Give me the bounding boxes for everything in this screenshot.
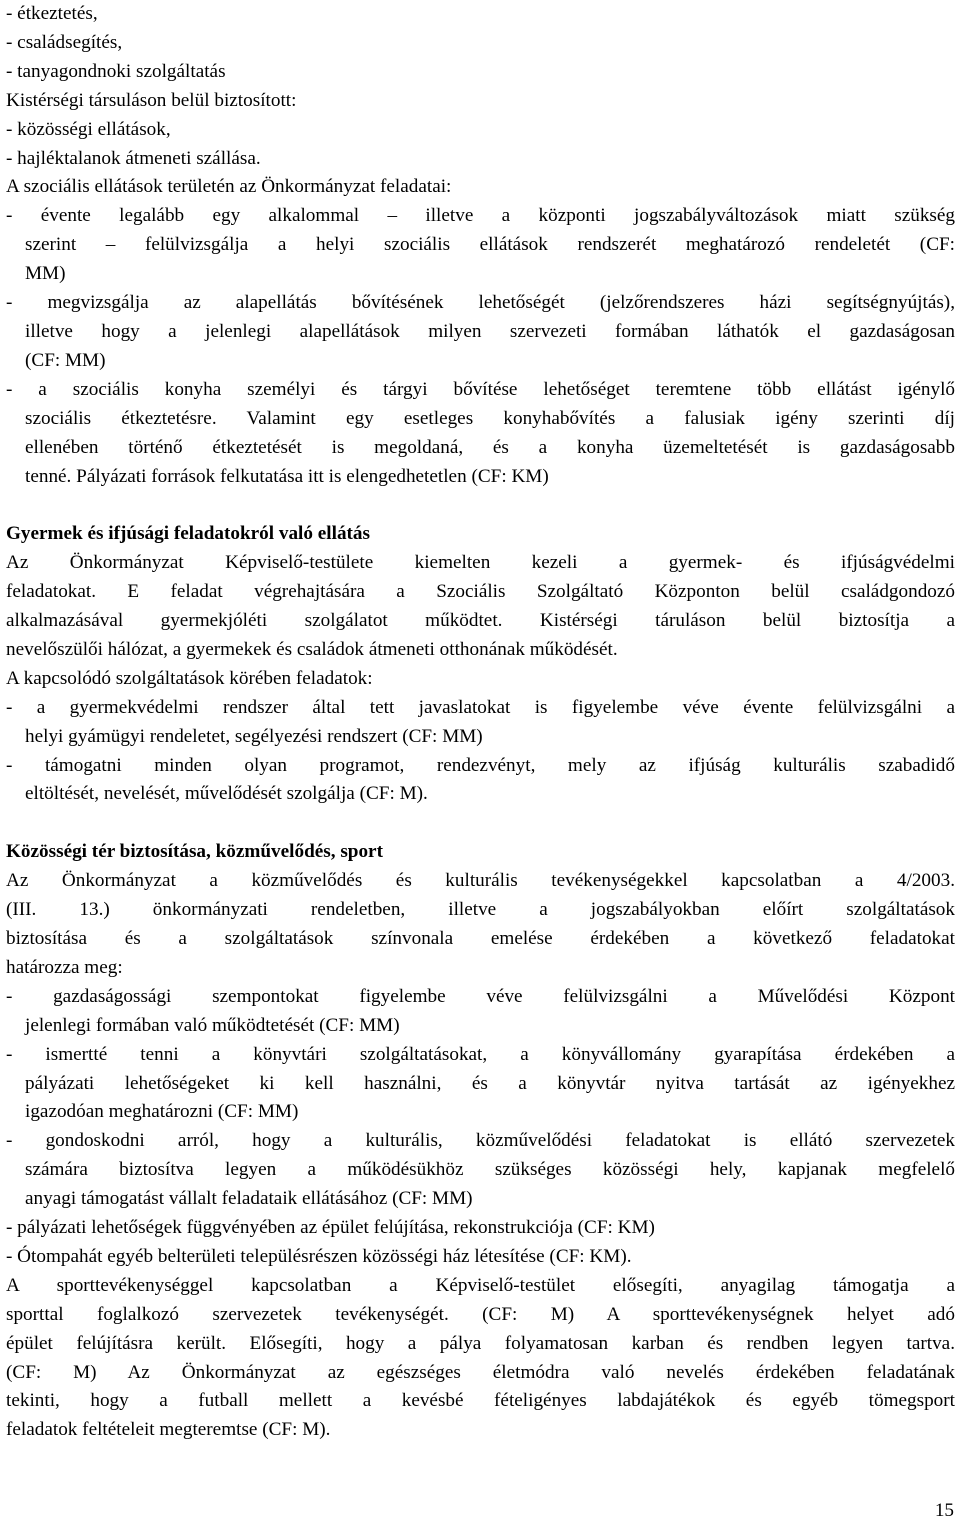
text-line: - évente legalább egy alkalommal – illetve a központi jogszabályváltozások miatt szükség	[6, 205, 955, 227]
text-line: eltöltését, nevelését, művelődését szolgálja (CF: M).	[25, 783, 428, 805]
text-line: - a gyermekvédelmi rendszer által tett javaslatokat is figyelembe véve évente felülvizsgálni a	[6, 696, 955, 718]
text-line: pályázati lehetőségeket ki kell használni, és a könyvtár nyitva tartását az igényekhez	[25, 1072, 955, 1094]
text-line: - étkeztetés,	[6, 3, 98, 24]
text-line: - családsegítés,	[6, 31, 123, 53]
text-line: jelenlegi formában való működtetését (CF: MM)	[25, 1014, 400, 1036]
text-line: tekinti, hogy a futball mellett a kevésbé fételigényes labdajátékok és egyéb tömegsport	[6, 1390, 955, 1412]
paragraph-gap	[6, 491, 955, 520]
text-line: - gondoskodni arról, hogy a kulturális, közművelődési feladatokat is ellátó szervezetek	[6, 1130, 955, 1152]
text-line: A kapcsolódó szolgáltatások körében feladatok:	[6, 667, 373, 689]
text-line: épület felújításra került. Elősegíti, hogy a pálya folyamatosan karban és rendben legyen tartva.	[6, 1332, 955, 1354]
text-line: - ismertté tenni a könyvtári szolgáltatásokat, a könyvállomány gyarapítása érdekében a	[6, 1043, 955, 1065]
text-line: - megvizsgálja az alapellátás bővítésének lehetőségét (jelzőrendszeres házi segítségnyújtás),	[6, 292, 955, 314]
text-line: anyagi támogatást vállalt feladataik ellátásához (CF: MM)	[25, 1188, 473, 1210]
text-line: ellenében történő étkeztetését is megoldaná, és a konyha üzemeltetését is gazdaságosabb	[25, 436, 955, 458]
text-line: Az Önkormányzat Képviselő-testülete kiemelten kezeli a gyermek- és ifjúságvédelmi	[6, 552, 955, 574]
text-line: számára biztosítva legyen a működésükhöz szükséges közösségi hely, kapjanak megfelelő	[25, 1159, 955, 1181]
text-line: szerint – felülvizsgálja a helyi szociális ellátások rendszerét meghatározó rendeletét (CF:	[25, 234, 955, 256]
text-line: (CF: MM)	[25, 349, 106, 371]
document-page	[6, 0, 955, 1445]
text-line: feladatok feltételeit megteremtse (CF: M).	[6, 1419, 331, 1441]
text-line: igazodóan meghatározni (CF: MM)	[25, 1101, 299, 1123]
page-number: 15	[934, 1500, 954, 1521]
text-line: biztosítása és a szolgáltatások színvonala emelése érdekében a következő feladatokat	[6, 927, 955, 949]
section-heading: Közösségi tér biztosítása, közművelődés, sport	[6, 841, 383, 863]
text-line: - hajléktalanok átmeneti szállása.	[6, 147, 261, 169]
text-line: - támogatni minden olyan programot, rendezvényt, mely az ifjúság kulturális szabadidő	[6, 754, 955, 776]
text-line: illetve hogy a jelenlegi alapellátások milyen szervezeti formában láthatók el gazdaságosan	[25, 320, 955, 342]
section-heading: Gyermek és ifjúsági feladatokról való ellátás	[6, 523, 370, 545]
text-line: szociális étkeztetésre. Valamint egy esetleges konyhabővítés a falusiak igény szerinti díj	[25, 407, 955, 429]
text-line: feladatokat. E feladat végrehajtására a Szociális Szolgáltató Központon belül családgondozó	[6, 581, 955, 603]
text-line: nevelőszülői hálózat, a gyermekek és családok átmeneti otthonának működését.	[6, 638, 618, 660]
text-line: alkalmazásával gyermekjóléti szolgálatot működtet. Kistérségi táruláson belül biztosítja a	[6, 610, 955, 632]
text-line: Az Önkormányzat a közművelődés és kulturális tevékenységekkel kapcsolatban a 4/2003.	[6, 870, 955, 892]
text-line: (CF: M) Az Önkormányzat az egészséges életmódra való nevelés érdekében feladatának	[6, 1361, 955, 1383]
text-line: - tanyagondnoki szolgáltatás	[6, 60, 226, 82]
text-line: (III. 13.) önkormányzati rendeletben, illetve a jogszabályokban előírt szolgáltatások	[6, 899, 955, 921]
text-line: A sporttevékenységgel kapcsolatban a Képviselő-testület elősegíti, anyagilag támogatja a	[6, 1274, 955, 1296]
text-line: MM)	[25, 263, 66, 285]
text-line: - közösségi ellátások,	[6, 118, 171, 140]
text-line: sporttal foglalkozó szervezetek tevékenységét. (CF: M) A sporttevékenységnek helyet adó	[6, 1303, 955, 1325]
text-line: Kistérségi társuláson belül biztosított:	[6, 89, 297, 111]
text-line: határozza meg:	[6, 956, 123, 978]
text-line: helyi gyámügyi rendeletet, segélyezési rendszert (CF: MM)	[25, 725, 483, 747]
text-line: A szociális ellátások területén az Önkormányzat feladatai:	[6, 176, 452, 198]
text-line: - gazdaságossági szempontokat figyelembe véve felülvizsgálni a Művelődési Központ	[6, 985, 955, 1007]
text-line: - Ótompahát egyéb belterületi településrészen közösségi ház létesítése (CF: KM).	[6, 1245, 632, 1267]
text-line: - pályázati lehetőségek függvényében az épület felújítása, rekonstrukciója (CF: KM)	[6, 1217, 655, 1239]
paragraph-gap	[6, 809, 955, 838]
text-line: - a szociális konyha személyi és tárgyi bővítése lehetőséget teremtene több ellátást igénylő	[6, 378, 955, 400]
text-line: tenné. Pályázati források felkutatása itt is elengedhetetlen (CF: KM)	[25, 465, 549, 487]
